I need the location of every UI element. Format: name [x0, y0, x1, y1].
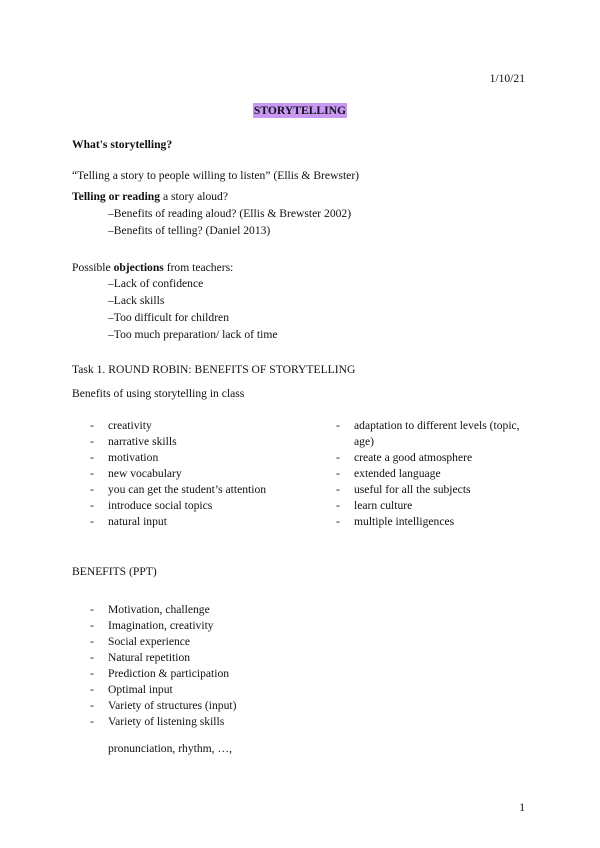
list-item: - natural input — [90, 515, 167, 528]
task-title: Task 1. ROUND ROBIN: BENEFITS OF STORYTELLING — [72, 363, 356, 376]
list-item: - Variety of structures (input) — [90, 699, 237, 712]
list-item: - multiple intelligences — [336, 515, 455, 528]
list-item: - useful for all the subjects — [336, 483, 471, 496]
list-item: - you can get the student’s attention — [90, 483, 267, 496]
list-item: - extended language — [336, 467, 441, 480]
list-item: - Imagination, creativity — [90, 619, 214, 632]
list-item: - Prediction & participation — [90, 667, 230, 680]
right-benefits-list — [336, 418, 536, 530]
list-item: - motivation — [90, 451, 159, 464]
section-heading: What's storytelling? — [72, 138, 173, 151]
extra-note: pronunciation, rhythm, …, — [108, 742, 232, 755]
list-item: - Variety of listening skills — [90, 715, 225, 728]
objections-line — [72, 261, 233, 274]
telling-item: –Benefits of reading aloud? (Ellis & Brewster 2002) — [108, 207, 352, 220]
list-item-continuation: age) — [354, 435, 374, 448]
objection-item: –Too much preparation/ lack of time — [108, 328, 278, 341]
objection-item: –Lack of confidence — [108, 277, 204, 290]
list-item: - create a good atmosphere — [336, 451, 473, 464]
list-item: - creativity — [90, 419, 152, 432]
telling-line — [72, 190, 228, 203]
page-title — [0, 104, 600, 117]
list-item: - Natural repetition — [90, 651, 191, 664]
telling-bold: Telling or reading — [72, 190, 161, 203]
benefits-title: BENEFITS (PPT) — [72, 565, 157, 578]
objections-bold: objections — [113, 261, 164, 274]
page-number: 1 — [519, 801, 525, 814]
objection-item: –Lack skills — [108, 294, 165, 307]
objection-item: –Too difficult for children — [108, 311, 229, 324]
left-benefits-list — [90, 418, 330, 530]
list-item: - introduce social topics — [90, 499, 213, 512]
list-item: - new vocabulary — [90, 467, 182, 480]
objections-post: from teachers: — [163, 261, 234, 274]
telling-item: –Benefits of telling? (Daniel 2013) — [108, 224, 271, 237]
list-item: - learn culture — [336, 499, 413, 512]
list-item: - Social experience — [90, 635, 191, 648]
date: 1/10/21 — [489, 72, 525, 85]
list-item: - Optimal input — [90, 683, 173, 696]
list-item: - Motivation, challenge — [90, 603, 210, 616]
list-item: - narrative skills — [90, 435, 177, 448]
list-item: - adaptation to different levels (topic, — [336, 419, 520, 432]
quote-line: “Telling a story to people willing to listen” (Ellis & Brewster) — [72, 169, 360, 182]
telling-rest: a story aloud? — [160, 190, 228, 203]
task-subtitle: Benefits of using storytelling in class — [72, 387, 245, 400]
ppt-benefits-list — [90, 602, 390, 730]
objections-pre: Possible — [72, 261, 114, 274]
title-highlight: STORYTELLING — [253, 104, 347, 117]
